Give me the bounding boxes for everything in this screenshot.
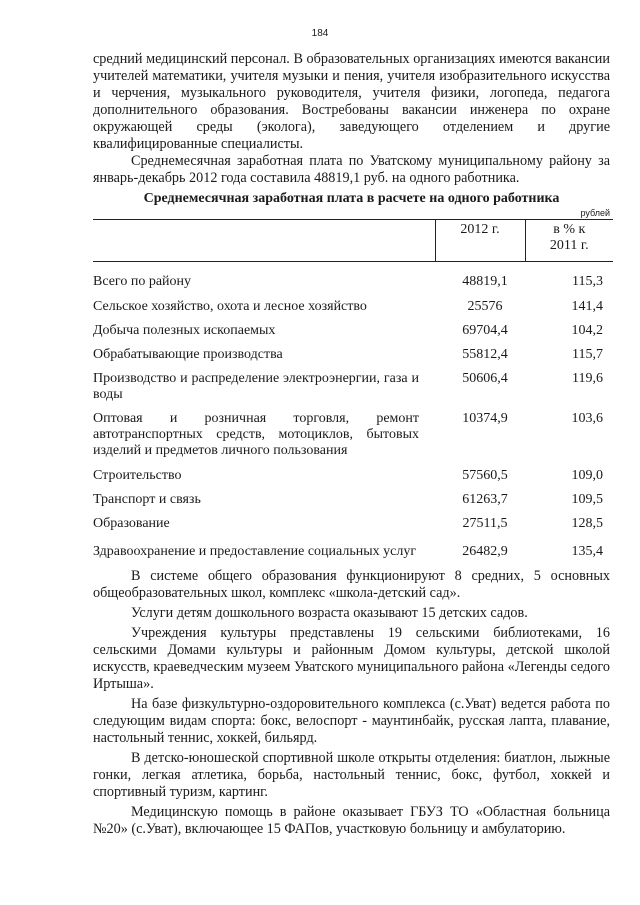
table-row bbox=[93, 459, 613, 484]
value-cell: 27511,5 bbox=[462, 516, 508, 531]
header-year: 2012 г. bbox=[435, 220, 525, 262]
value-cell: 55812,4 bbox=[462, 347, 508, 362]
table-row bbox=[93, 262, 613, 291]
intro-paragraph: Среднемесячная заработная плата по Уватскому муниципальному району за январь-декабрь 2012 года составила 48819,1 руб. на одного работника. bbox=[93, 153, 610, 186]
table-row bbox=[93, 403, 613, 459]
salary-table bbox=[93, 219, 613, 560]
header-percent bbox=[525, 220, 613, 262]
intro-paragraph: средний медицинский персонал. В образовательных организациях имеются вакансии учителей математики, учителя музыки и пения, учителя изобразительного искусства и черчения, музыкального руководителя, учителя физики, логопеда, педагога дополнительного образования. Востребованы вакансии инженера по охране окружающей среды (эколога), заведующего отделением и другие квалифицированные специалисты. bbox=[93, 51, 610, 152]
percent-cell: 135,4 bbox=[571, 544, 603, 559]
sector-cell: Обрабатывающие производства bbox=[93, 347, 283, 362]
sector-cell: Строительство bbox=[93, 468, 182, 483]
percent-cell: 119,6 bbox=[572, 371, 603, 386]
table-row bbox=[93, 315, 613, 339]
percent-cell: 115,7 bbox=[572, 347, 603, 362]
header-percent-line1: в % к bbox=[553, 222, 586, 237]
sector-cell: Образование bbox=[93, 516, 170, 531]
closing-paragraph: Учреждения культуры представлены 19 сельскими библиотеками, 16 сельскими Домами культуры и районным Домом культуры, детской школой искусств, краеведческим музеем Уватского муниципального района «Легенды седого Иртыша». bbox=[93, 625, 610, 692]
percent-cell: 128,5 bbox=[571, 516, 603, 531]
intro-text bbox=[93, 51, 610, 187]
percent-cell: 115,3 bbox=[572, 274, 603, 289]
percent-cell: 104,2 bbox=[571, 323, 603, 338]
closing-paragraph: Услуги детям дошкольного возраста оказывают 15 детских садов. bbox=[131, 605, 528, 621]
table-row bbox=[93, 484, 613, 508]
table-row bbox=[93, 290, 613, 315]
table-body bbox=[93, 262, 613, 561]
percent-cell: 109,0 bbox=[571, 468, 603, 483]
closing-paragraph: В системе общего образования функционируют 8 средних, 5 основных общеобразовательных школ, комплекс «школа-детский сад». bbox=[93, 568, 610, 601]
page-number: 184 bbox=[311, 28, 329, 39]
table-title: Среднемесячная заработная плата в расчете на одного работника bbox=[143, 191, 560, 206]
value-cell: 48819,1 bbox=[462, 274, 508, 289]
sector-cell: Транспорт и связь bbox=[93, 492, 201, 507]
percent-cell: 109,5 bbox=[571, 492, 603, 507]
header-sector bbox=[93, 220, 435, 262]
value-cell: 57560,5 bbox=[462, 468, 508, 483]
sector-cell: Всего по району bbox=[93, 274, 192, 289]
value-cell: 61263,7 bbox=[462, 492, 508, 507]
table-row bbox=[93, 339, 613, 363]
table-row bbox=[93, 532, 613, 560]
closing-text bbox=[93, 568, 610, 841]
value-cell: 10374,9 bbox=[462, 411, 508, 426]
closing-paragraph: В детско-юношеской спортивной школе открыты отделения: биатлон, лыжные гонки, легкая атлетика, борьба, настольный теннис, бокс, футбол, хоккей и спортивный туризм, картинг. bbox=[93, 750, 610, 800]
value-cell: 25576 bbox=[467, 299, 503, 314]
closing-paragraph: На базе физкультурно-оздоровительного комплекса (с.Уват) ведется работа по следующим видам спорта: бокс, велоспорт - маунтинбайк, русская лапта, плавание, настольный теннис, хоккей, бильярд. bbox=[93, 696, 610, 746]
table-unit: рублей bbox=[580, 208, 610, 218]
sector-cell: Добыча полезных ископаемых bbox=[93, 323, 276, 338]
sector-cell: Производство и распределение электроэнергии, газа и воды bbox=[93, 371, 419, 402]
header-percent-line2: 2011 г. bbox=[549, 238, 589, 253]
value-cell: 69704,4 bbox=[462, 323, 508, 338]
sector-cell: Здравоохранение и предоставление социальных услуг bbox=[93, 544, 417, 559]
table-row bbox=[93, 508, 613, 532]
table-header-row bbox=[93, 220, 613, 262]
percent-cell: 103,6 bbox=[571, 411, 603, 426]
sector-cell: Сельское хозяйство, охота и лесное хозяйство bbox=[93, 299, 367, 314]
sector-cell: Оптовая и розничная торговля, ремонт автотранспортных средств, мотоциклов, бытовых изделий и предметов личного пользования bbox=[93, 411, 419, 458]
percent-cell: 141,4 bbox=[571, 299, 603, 314]
table-row bbox=[93, 363, 613, 403]
value-cell: 50606,4 bbox=[462, 371, 508, 386]
value-cell: 26482,9 bbox=[462, 544, 508, 559]
closing-paragraph: Медицинскую помощь в районе оказывает ГБУЗ ТО «Областная больница №20» (с.Уват), включающее 15 ФАПов, участковую больницу и амбулаторию. bbox=[93, 804, 610, 837]
